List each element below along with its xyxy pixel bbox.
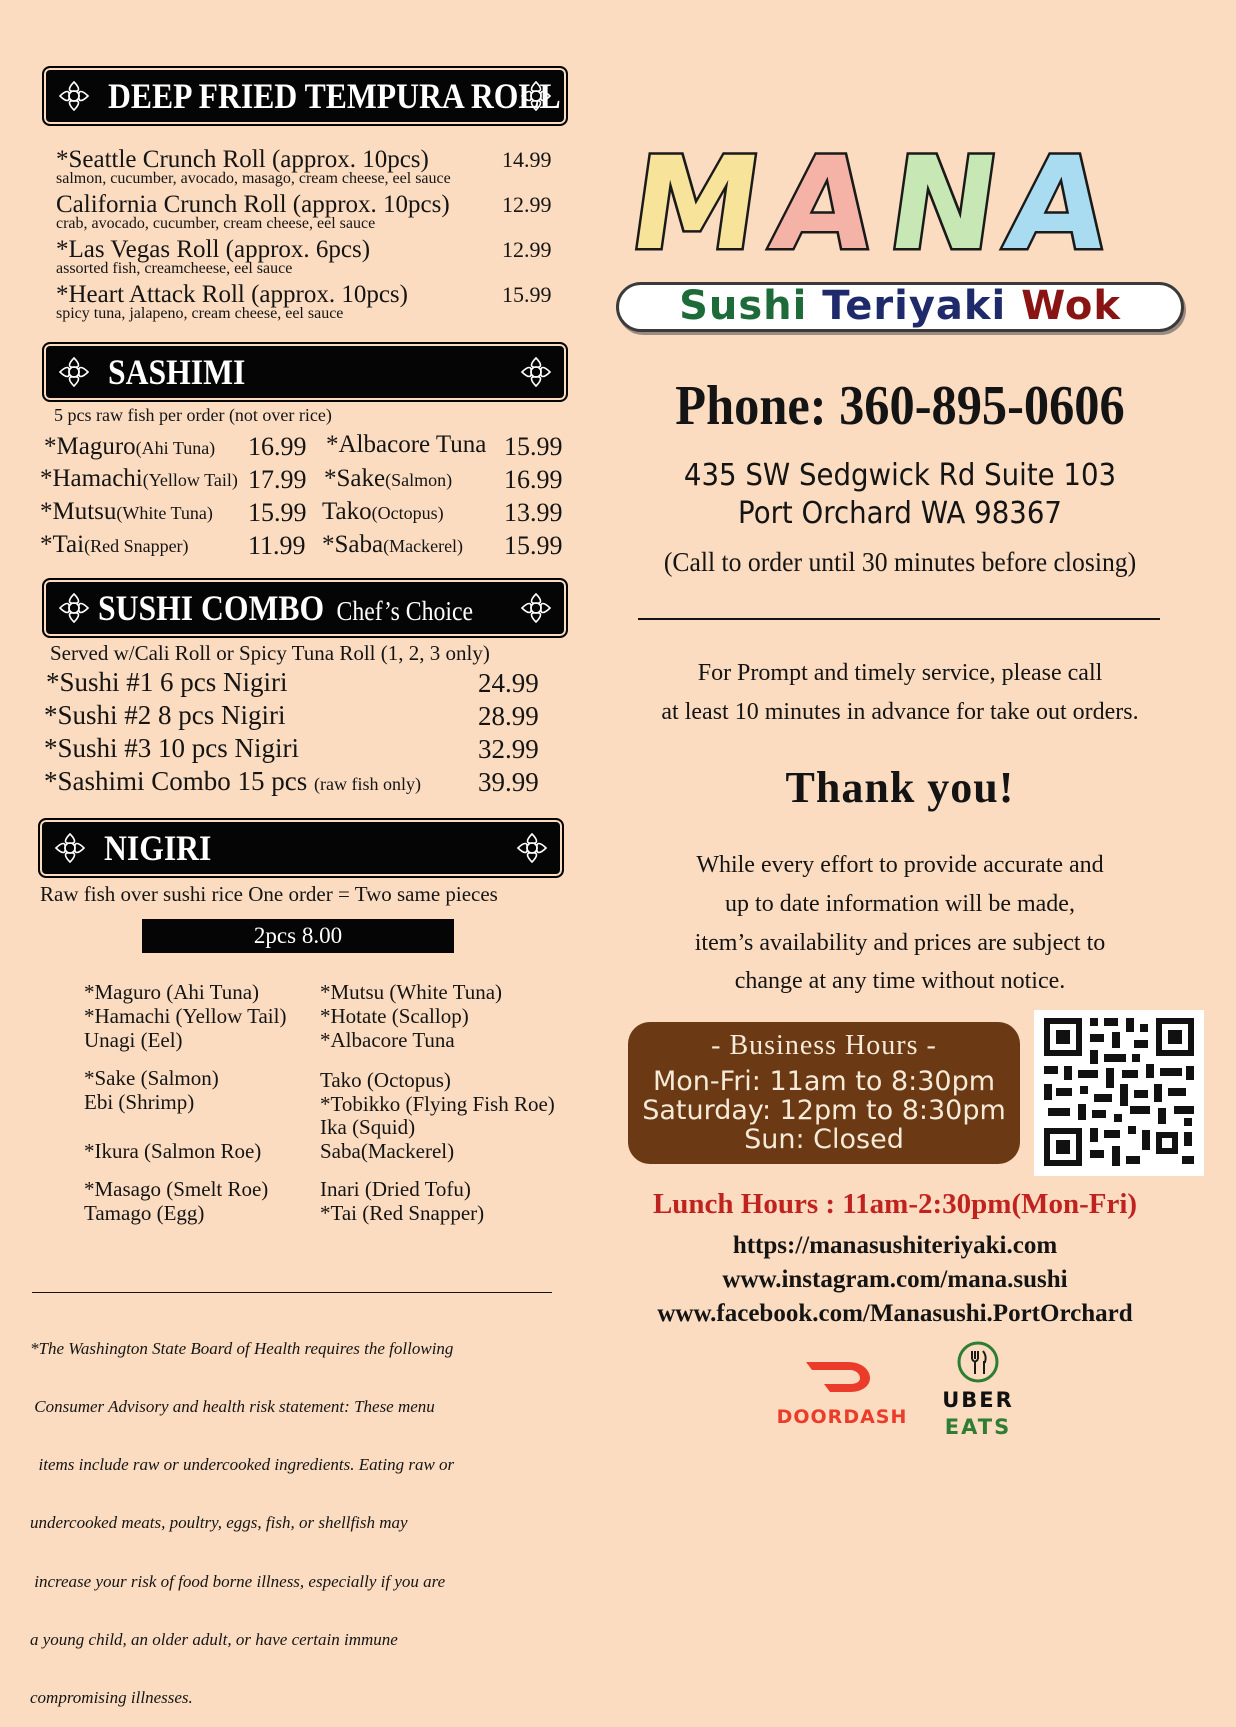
- menu-item-description: assorted fish, creamcheese, eel sauce: [56, 260, 293, 277]
- advisory-line: items include raw or undercooked ingredients. Eating raw or: [30, 1455, 455, 1475]
- combo-title: SUSHI COMBO: [98, 588, 325, 628]
- sashimi-item: [44, 434, 215, 459]
- sashimi-item-sub: (Red Snapper): [84, 536, 189, 556]
- sashimi-item-name: *Saba: [322, 531, 384, 558]
- sashimi-item-sub: (Mackerel): [383, 536, 464, 556]
- nigiri-item: *Masago (Smelt Roe): [84, 1177, 269, 1201]
- combo-item: [46, 669, 288, 696]
- sashimi-item-price: 15.99: [504, 531, 563, 560]
- sashimi-item-name: *Mutsu: [40, 498, 117, 525]
- menu-item-name: California Crunch Roll (approx. 10pcs): [56, 191, 450, 218]
- combo-item: [44, 768, 421, 795]
- menu-item-name: *Heart Attack Roll (approx. 10pcs): [56, 281, 408, 308]
- menu-item-name: *Seattle Crunch Roll (approx. 10pcs): [56, 146, 429, 173]
- floral-ornament-icon: [518, 354, 554, 390]
- facebook-link[interactable]: www.facebook.com/Manasushi.PortOrchard: [657, 1300, 1133, 1327]
- advisory-line: undercooked meats, poultry, eggs, fish, or shellfish may: [30, 1513, 408, 1533]
- sashimi-section-header: [42, 342, 568, 402]
- combo-item-name: *Sushi #1 6 pcs Nigiri: [46, 667, 288, 697]
- prompt-note-line: at least 10 minutes in advance for take out orders.: [661, 699, 1139, 725]
- sashimi-item-name: *Sake: [324, 465, 386, 492]
- uber-eats-logo[interactable]: [936, 1340, 1020, 1440]
- nigiri-item: Inari (Dried Tofu): [320, 1177, 471, 1201]
- nigiri-item: *Sake (Salmon): [84, 1066, 219, 1090]
- sashimi-item-sub: (White Tuna): [116, 503, 213, 523]
- combo-item-name: *Sushi #2 8 pcs Nigiri: [44, 700, 286, 730]
- website-link[interactable]: https://manasushiteriyaki.com: [732, 1232, 1058, 1259]
- logo-letter: N: [879, 130, 1008, 279]
- menu-item-price: 12.99: [502, 237, 552, 262]
- nigiri-title: NIGIRI: [104, 828, 212, 868]
- doordash-icon: [804, 1358, 874, 1394]
- sashimi-item-name: *Tai: [40, 531, 85, 558]
- combo-item-price: 32.99: [478, 734, 539, 764]
- combo-title-line: [98, 587, 473, 629]
- sashimi-item-name: *Albacore Tuna: [326, 431, 487, 458]
- business-hours-box: [628, 1022, 1020, 1164]
- sashimi-item-price: 15.99: [248, 498, 307, 527]
- sashimi-note: 5 pcs raw fish per order (not over rice): [54, 405, 332, 425]
- lunch-hours: Lunch Hours : 11am-2:30pm(Mon-Fri): [652, 1188, 1138, 1220]
- combo-item-price: 24.99: [478, 668, 539, 698]
- nigiri-item: *Maguro (Ahi Tuna): [84, 980, 260, 1004]
- nigiri-item: Tako (Octopus): [320, 1068, 451, 1092]
- combo-item: [44, 735, 299, 762]
- phone-number[interactable]: Phone: 360-895-0606: [675, 375, 1125, 437]
- business-hours-line: Saturday: 12pm to 8:30pm: [642, 1095, 1006, 1126]
- tagline: [616, 282, 1184, 332]
- disclaimer-line: up to date information will be made,: [725, 891, 1075, 917]
- sashimi-item-price: 13.99: [504, 498, 563, 527]
- sashimi-item-name: *Maguro: [44, 433, 136, 460]
- tempura-title: DEEP FRIED TEMPURA ROLL: [108, 76, 561, 116]
- menu-item-description: crab, avocado, cucumber, cream cheese, eel sauce: [56, 215, 376, 232]
- address-line-1: 435 SW Sedgwick Rd Suite 103: [683, 458, 1117, 493]
- tempura-section-header: [42, 66, 568, 126]
- nigiri-item: Saba(Mackerel): [320, 1139, 455, 1163]
- uber-label: UBER: [942, 1388, 1014, 1412]
- sashimi-item: [40, 532, 189, 557]
- sashimi-item: [322, 532, 463, 557]
- sashimi-item: [322, 499, 444, 524]
- sashimi-item-sub: (Octopus): [371, 503, 444, 523]
- sashimi-item-price: 11.99: [248, 531, 306, 560]
- doordash-label: DOORDASH: [776, 1406, 908, 1428]
- nigiri-item: Unagi (Eel): [84, 1028, 183, 1052]
- nigiri-item: *Ikura (Salmon Roe): [84, 1139, 262, 1163]
- business-hours-line: Sun: Closed: [744, 1124, 904, 1155]
- floral-ornament-icon: [514, 830, 550, 866]
- menu-item-description: salmon, cucumber, avocado, masago, cream cheese, eel sauce: [56, 170, 451, 187]
- disclaimer-line: change at any time without notice.: [734, 968, 1066, 994]
- sashimi-item: [40, 466, 238, 491]
- combo-item-name: *Sushi #3 10 pcs Nigiri: [44, 733, 300, 763]
- nigiri-item: Tamago (Egg): [84, 1201, 205, 1225]
- logo-letter: A: [997, 130, 1118, 279]
- sashimi-title: SASHIMI: [108, 352, 246, 392]
- menu-item-price: 15.99: [502, 282, 552, 307]
- disclaimer-line: item’s availability and prices are subject to: [694, 930, 1106, 956]
- divider-line: [638, 618, 1160, 620]
- sashimi-item-price: 16.99: [248, 432, 307, 461]
- prompt-note-line: For Prompt and timely service, please call: [697, 660, 1103, 686]
- nigiri-item: Ika (Squid): [320, 1115, 416, 1139]
- mana-logo: [621, 130, 1160, 279]
- sashimi-item-name: Tako: [322, 498, 372, 525]
- nigiri-item: *Hamachi (Yellow Tail): [84, 1004, 287, 1028]
- menu-item-description: spicy tuna, jalapeno, cream cheese, eel sauce: [56, 305, 344, 322]
- nigiri-section-header: [38, 818, 564, 878]
- logo-letter: A: [763, 130, 884, 279]
- combo-item-price: 39.99: [478, 767, 539, 797]
- sashimi-item-price: 17.99: [248, 465, 307, 494]
- nigiri-item: Ebi (Shrimp): [84, 1090, 195, 1114]
- combo-item-note: (raw fish only): [314, 774, 421, 794]
- menu-item-price: 12.99: [502, 192, 552, 217]
- disclaimer-line: While every effort to provide accurate and: [696, 852, 1104, 878]
- nigiri-note: Raw fish over sushi rice One order = Two same pieces: [40, 882, 498, 906]
- fork-knife-icon: [956, 1340, 1000, 1384]
- business-hours-line: Mon-Fri: 11am to 8:30pm: [652, 1066, 996, 1097]
- nigiri-price-bar: 2pcs 8.00: [142, 919, 454, 953]
- sashimi-item-price: 15.99: [504, 432, 563, 461]
- advisory-line: Consumer Advisory and health risk statement: These menu: [30, 1397, 435, 1417]
- advisory-line: a young child, an older adult, or have certain immune: [30, 1629, 398, 1649]
- tagline-word: Teriyaki: [822, 283, 1007, 329]
- floral-ornament-icon: [52, 830, 88, 866]
- nigiri-item: *Mutsu (White Tuna): [320, 980, 503, 1004]
- nigiri-item: *Hotate (Scallop): [320, 1004, 469, 1028]
- nigiri-item: *Tobikko (Flying Fish Roe): [320, 1092, 555, 1116]
- combo-subtitle: Chef’s Choice: [336, 596, 474, 626]
- tagline-word: Wok: [1021, 283, 1121, 329]
- combo-item-price: 28.99: [478, 701, 539, 731]
- advisory-line: increase your risk of food borne illness, especially if you are: [30, 1571, 446, 1591]
- menu-item-name: *Las Vegas Roll (approx. 6pcs): [56, 236, 371, 263]
- combo-item-name: *Sashimi Combo 15 pcs: [44, 766, 308, 796]
- nigiri-item: *Albacore Tuna: [320, 1028, 455, 1052]
- health-advisory: [30, 1300, 454, 1727]
- menu-item-price: 14.99: [502, 147, 552, 172]
- qr-code[interactable]: [1034, 1010, 1204, 1176]
- logo-letter: M: [621, 130, 770, 279]
- business-hours-title: - Business Hours -: [711, 1030, 937, 1061]
- tagline-word: Sushi: [679, 283, 808, 329]
- floral-ornament-icon: [56, 78, 92, 114]
- sashimi-item-price: 16.99: [504, 465, 563, 494]
- instagram-link[interactable]: www.instagram.com/mana.sushi: [722, 1266, 1068, 1293]
- sashimi-item-sub: (Ahi Tuna): [135, 438, 216, 458]
- floral-ornament-icon: [56, 354, 92, 390]
- advisory-line: compromising illnesses.: [30, 1688, 193, 1708]
- eats-label: EATS: [944, 1415, 1012, 1439]
- call-order-note: (Call to order until 30 minutes before closing): [663, 547, 1137, 577]
- sashimi-item-name: *Hamachi: [40, 465, 143, 492]
- sashimi-item: [326, 432, 486, 457]
- thank-you: Thank you!: [785, 763, 1015, 812]
- nigiri-item: *Tai (Red Snapper): [320, 1201, 485, 1225]
- advisory-divider: [32, 1292, 552, 1293]
- combo-item: [44, 702, 286, 729]
- doordash-logo[interactable]: [772, 1358, 912, 1432]
- combo-section-header: [42, 578, 568, 638]
- sashimi-item: [40, 499, 213, 524]
- sashimi-item-sub: (Yellow Tail): [142, 470, 238, 490]
- combo-note: Served w/Cali Roll or Spicy Tuna Roll (1, 2, 3 only): [50, 641, 490, 665]
- sashimi-item-sub: (Salmon): [385, 470, 453, 490]
- advisory-line: *The Washington State Board of Health requires the following: [30, 1338, 454, 1358]
- floral-ornament-icon: [56, 590, 92, 626]
- floral-ornament-icon: [518, 78, 554, 114]
- address-line-2: Port Orchard WA 98367: [738, 496, 1062, 531]
- qr-code-icon: [1034, 1010, 1204, 1176]
- floral-ornament-icon: [518, 590, 554, 626]
- sashimi-item: [324, 466, 452, 491]
